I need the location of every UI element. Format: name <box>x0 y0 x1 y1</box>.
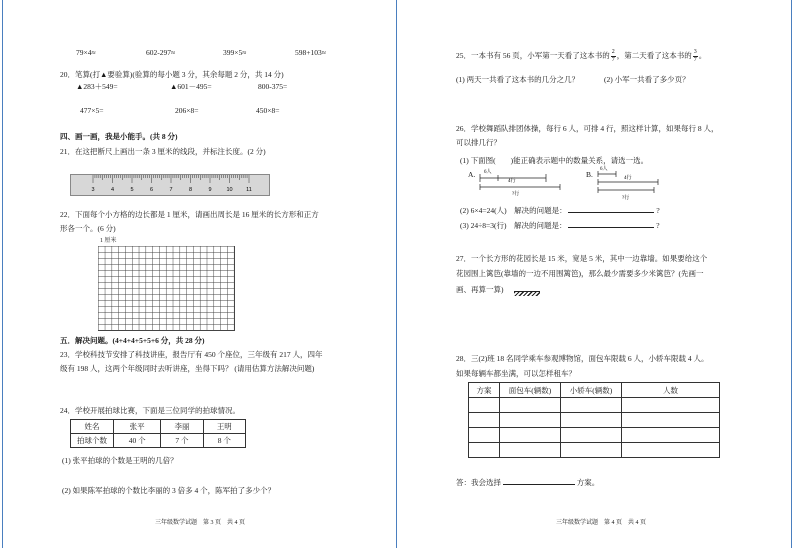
q26-line2: 可以排几行？ <box>456 138 501 147</box>
table-row[interactable] <box>469 398 720 413</box>
ruler-tick-label: 8 <box>188 187 193 193</box>
wall-hatch-symbol <box>514 291 540 296</box>
q24-table-header <box>71 420 246 434</box>
fraction-2-7 <box>611 49 616 64</box>
ruler-tick-label: 5 <box>130 187 134 193</box>
q26-sub3-text: (3) 24÷8=3(行) 解决的问题是： <box>460 221 567 230</box>
q20-item-6: 450×8= <box>256 106 280 115</box>
calc-item-1: 79×4≈ <box>76 48 96 57</box>
footer-left: 三年级数学试题 第 3 页 共 4 页 <box>155 520 246 526</box>
frac-den: 7 <box>611 56 615 63</box>
q28-line2: 如果每辆车都坐满，可以怎样租车？ <box>456 369 576 378</box>
q24-table <box>70 419 246 448</box>
table-cell: 拍球个数 <box>71 434 114 448</box>
table-cell: 小轿车(辆数) <box>561 383 622 398</box>
calc-item-2: 602-297≈ <box>146 48 176 57</box>
diagram-a[interactable] <box>476 164 566 200</box>
q24-sub2: (2) 如果陈军拍球的个数比李丽的 3 倍多 4 个，陈军拍了多少个？ <box>62 486 276 495</box>
q26-sub3 <box>460 219 660 231</box>
table-cell: 7 个 <box>161 434 203 448</box>
table-cell: 姓名 <box>71 420 114 434</box>
q25-text-a: 25．一本书有 56 页，小军第一天看了这本书的 <box>456 51 610 60</box>
q20-item-1: ▲283＋549= <box>76 82 118 91</box>
q20-item-3: 800-375= <box>258 82 288 91</box>
footer-right: 三年级数学试题 第 4 页 共 4 页 <box>556 520 647 526</box>
question-mark: ? <box>656 221 660 230</box>
ruler-tick-label: 7 <box>169 187 173 193</box>
q25-sub2: (2) 小军一共看了多少页？ <box>604 75 690 84</box>
diagram-b-mid: 4行 <box>624 176 632 181</box>
table-cell: 方案 <box>469 383 500 398</box>
q26-sub2-text: (2) 6×4=24(人) 解决的问题是： <box>460 206 567 215</box>
page-border-left <box>2 0 3 548</box>
q28-line1: 28．三(2)班 18 名同学乘车参观博物馆，面包车限载 6 人，小轿车限载 4 人。 <box>456 354 709 363</box>
q25-line <box>456 48 706 64</box>
table-cell: 面包车(辆数) <box>500 383 561 398</box>
page-divider <box>396 0 397 548</box>
q23-line2: 级有 198 人，这两个年级同时去听讲座，坐得下吗？ (请用估算方法解决问题) <box>60 364 315 373</box>
q28-answer-text-b: 方案。 <box>576 478 600 487</box>
diagram-a-mid: 4行 <box>508 179 516 184</box>
frac-num: 3 <box>693 48 697 55</box>
q25-text-c: 。 <box>698 51 707 60</box>
q27-line1: 27．一个长方形的花园长是 15 米，宽是 5 米，其中一边靠墙。如果要给这个 <box>456 254 708 263</box>
table-cell: 40 个 <box>114 434 161 448</box>
q25-text-b: ，第二天看了这本书的 <box>616 51 692 60</box>
q28-table <box>468 382 720 458</box>
q20-item-4: 477×5= <box>80 106 104 115</box>
section4-title: 四、画一画，我是小能手。(共 8 分) <box>60 132 178 141</box>
calc-item-3: 399×5≈ <box>223 48 247 57</box>
q27-line3: 画、再算一算) <box>456 285 504 294</box>
q26-answer-line-1[interactable] <box>568 204 654 213</box>
table-row[interactable] <box>469 428 720 443</box>
ruler-tick-label: 6 <box>149 187 154 193</box>
section5-title: 五．解决问题。(4+4+4+5+5+6 分，共 28 分) <box>60 336 205 345</box>
q20-item-5: 206×8= <box>175 106 199 115</box>
q22-line1: 22．下面每个小方格的边长都是 1 厘米，请画出周长是 16 厘米的长方形和正方 <box>60 210 319 219</box>
q24-text: 24．学校开展拍球比赛，下面是三位同学的拍球情况。 <box>60 406 240 415</box>
q26-answer-line-2[interactable] <box>568 219 654 228</box>
diagram-a-label: A. <box>468 170 476 179</box>
q24-table-row <box>71 434 246 448</box>
q28-answer-text-a: 答：我会选择 <box>456 478 501 487</box>
ruler-tick-label: 9 <box>208 187 212 193</box>
table-row[interactable] <box>469 413 720 428</box>
page-border-right <box>791 0 792 548</box>
q28-table-header <box>469 383 720 398</box>
ruler-tick-label: 3 <box>91 187 95 193</box>
ruler-ticks <box>71 175 269 195</box>
calc-item-4: 598+103≈ <box>295 48 326 57</box>
q26-sub1: (1) 下面图( )能正确表示题中的数量关系，请选一选。 <box>460 156 649 165</box>
ruler-tick-label: 10 <box>226 187 233 193</box>
frac-den: 7 <box>693 56 697 63</box>
frac-num: 2 <box>611 48 615 55</box>
diagram-a-top: 6人 <box>484 170 492 175</box>
q26-sub2 <box>460 204 660 216</box>
grid-unit-label: 1 厘米 <box>100 238 117 244</box>
diagram-b[interactable] <box>594 162 684 202</box>
q22-line2: 形各一个。(6 分) <box>60 224 116 233</box>
q24-sub1: (1) 张平拍球的个数是王明的几倍？ <box>62 456 178 465</box>
question-mark: ? <box>656 206 660 215</box>
q27-line2: 花园围上篱笆(靠墙的一边不用围篱笆)，那么最少需要多少米篱笆？(先画一 <box>456 269 704 278</box>
q28-answer <box>456 476 599 488</box>
q20-title: 20．笔算(打▲要验算)(验算的每小题 3 分，其余每题 2 分，共 14 分) <box>60 70 284 79</box>
q25-sub1: (1) 两天一共看了这本书的几分之几？ <box>456 75 580 84</box>
ruler-tick-label: 4 <box>110 187 115 193</box>
table-cell: 李丽 <box>161 420 203 434</box>
broken-ruler[interactable] <box>70 174 270 196</box>
table-row[interactable] <box>469 443 720 458</box>
table-cell: 人数 <box>622 383 720 398</box>
q23-line1: 23．学校科技节安排了科技讲座，报告厅有 450 个座位，三年级有 217 人，四年 <box>60 350 323 359</box>
fraction-3-7 <box>693 49 698 64</box>
table-cell: 王明 <box>203 420 245 434</box>
q20-item-2: ▲601－495= <box>170 82 212 91</box>
q26-line1: 26．学校舞蹈队排团体操，每行 6 人，可排 4 行，照这样计算，如果每行 8 人， <box>456 124 719 133</box>
table-cell: 8 个 <box>203 434 245 448</box>
diagram-b-top: 6人 <box>600 167 608 172</box>
diagram-a-bottom: ?行 <box>512 192 520 197</box>
table-cell: 张平 <box>114 420 161 434</box>
q21-text: 21．在这把断尺上画出一条 3 厘米的线段，并标注长度。(2 分) <box>60 147 266 156</box>
diagram-b-label: B. <box>586 170 593 179</box>
ruler-tick-label: 11 <box>246 187 252 193</box>
q28-answer-line[interactable] <box>503 476 575 485</box>
diagram-b-bottom: ?行 <box>622 196 630 201</box>
drawing-grid[interactable] <box>98 246 235 331</box>
